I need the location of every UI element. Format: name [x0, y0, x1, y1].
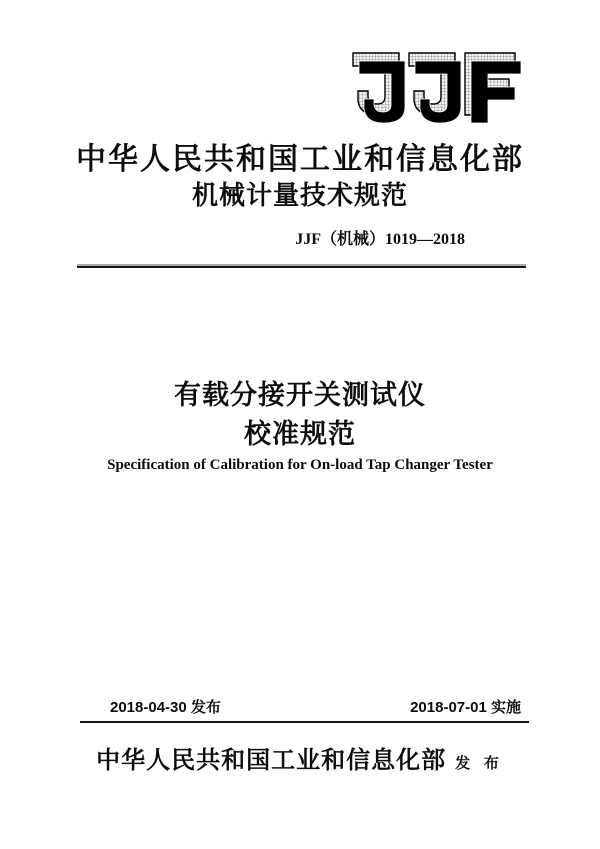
english-title: Specification of Calibration for On-load Tap Changer Tester: [107, 457, 493, 473]
publish-label: 发 布: [455, 756, 504, 772]
main-title-line1: 有载分接开关测试仪: [174, 380, 426, 410]
implementation-date-value: 2018-07-01: [410, 699, 487, 716]
jjf-logo: [352, 52, 522, 124]
jjf-logo-graphic: [352, 52, 522, 124]
header-divider: [77, 266, 526, 268]
issue-date-value: 2018-04-30: [110, 699, 187, 716]
main-title-line2: 校准规范: [244, 419, 356, 449]
issue-date: [110, 696, 221, 717]
publisher-line: [0, 740, 600, 775]
ministry-title: 中华人民共和国工业和信息化部: [76, 143, 524, 176]
implementation-date: [410, 696, 521, 717]
dates-row: [110, 696, 521, 717]
jjf-logo-text: [522, 52, 523, 53]
footer-divider: [80, 721, 529, 723]
publisher-name: 中华人民共和国工业和信息化部: [96, 748, 447, 774]
spec-type-title: 机械计量技术规范: [191, 181, 408, 210]
issue-date-label: 发布: [190, 699, 221, 716]
implementation-date-label: 实施: [490, 699, 521, 716]
doc-number: JJF（机械）1019—2018: [295, 231, 465, 248]
